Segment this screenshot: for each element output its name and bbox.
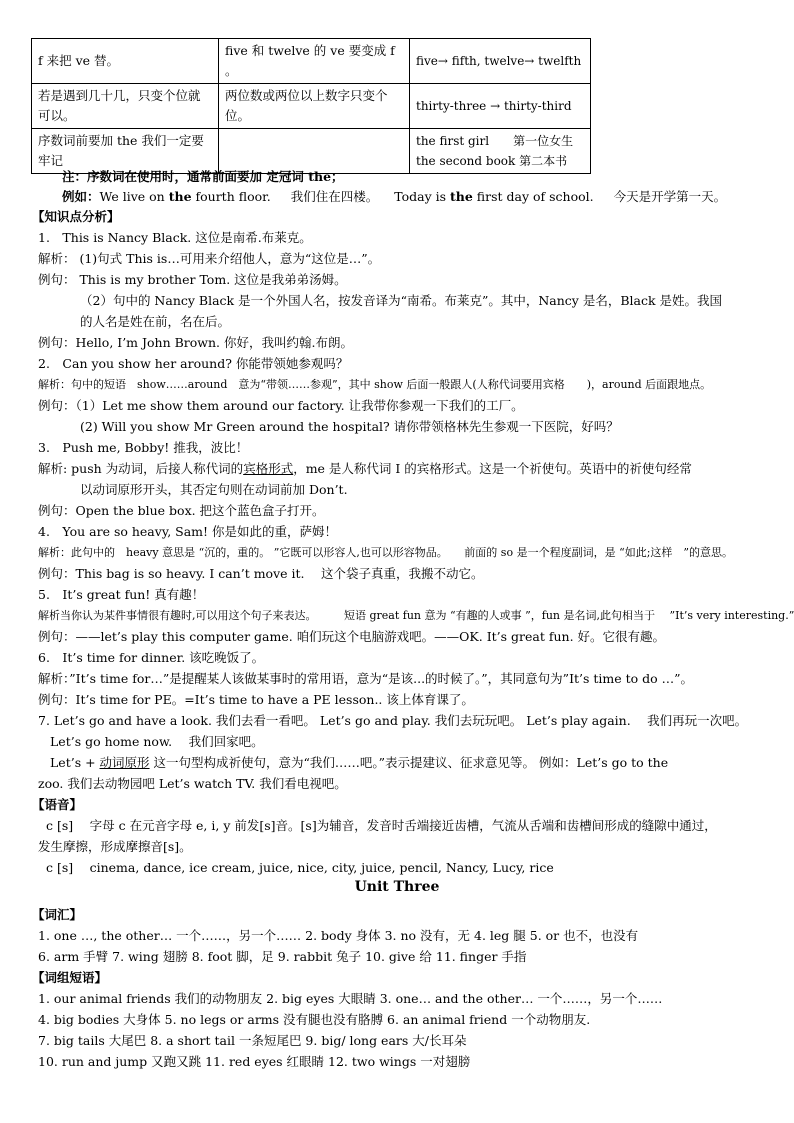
text-line: 解析： (1)句式 This is…可用来介绍他人，意为“这位是…”。 [38,251,381,266]
text-line: c [s] 字母 c 在元音字母 e, i, y 前发[s]音。[s]为辅音，发音时舌端接近齿槽，气流从舌端和齿槽间形成的缝隙中通过， [46,818,717,833]
text-line: 4. big bodies 大身体 5. no legs or arms 没有腿也没有胳膊 6. an animal friend 一个动物朋友. [38,1012,591,1027]
text-line: 4. You are so heavy, Sam! 你是如此的重，萨姆！ [38,524,338,539]
text-line: 2. Can you show her around? 你能带领她参观吗？ [38,356,349,371]
text-line: 例句：Open the blue box. 把这个蓝色盒子打开。 [38,503,325,518]
section-heading-vocab: 【词汇】 [32,907,83,922]
section-heading-phrases: 【词组短语】 [32,970,108,985]
text-line: 10. run and jump 又跑又跳 11. red eyes 红眼睛 12. two wings 一对翅膀 [38,1054,471,1069]
table-cell [219,129,410,174]
text-line: 解析：”It’s time for…”是提醒某人该做某事时的常用语，意为“是该...的时候了。”，其同意句为”It’s time to do …”。 [38,671,694,686]
text-line: 解析：此句中的 heavy 意思是 “沉的，重的。 ”它既可以形容人,也可以形容物品。 前面的 so 是一个程度副词，是 “如此;这样 ”的意思。 [38,546,734,559]
text-line: 1. This is Nancy Black. 这位是南希.布莱克。 [38,230,312,245]
text-line: 3. Push me, Bobby! 推我，波比！ [38,440,249,455]
text-line: 6. arm 手臂 7. wing 翅膀 8. foot 脚，足 9. rabbit 兔子 10. give 给 11. finger 手指 [38,949,527,964]
text-line: 例句：（1）Let me show them around our factory. 让我带你参观一下我们的工厂。 [38,398,524,413]
table-cell-multiline: the first girl 第一位女生 the second book 第二本书 [410,129,591,174]
text-line: 的人名是姓在前，名在后。 [80,314,231,329]
table-row [32,84,591,129]
text-line: 1. one …, the other… 一个……，另一个…… 2. body 身体 3. no 没有，无 4. leg 腿 5. or 也不，也没有 [38,928,639,943]
text-line: 例句：——let’s play this computer game. 咱们玩这个电脑游戏吧。——OK. It’s great fun. 好。它很有趣。 [38,629,666,644]
text-line: 1. our animal friends 我们的动物朋友 2. big eyes 大眼睛 3. one… and the other… 一个……，另一个…… [38,991,663,1006]
text-line: 解析：句中的短语 show……around 意为“带领……参观”，其中 show 后面一般跟人(人称代词要用宾格 )，around 后面跟地点。 [38,378,712,391]
text-line: 例句：Hello, I’m John Brown. 你好，我叫约翰.布朗。 [38,335,353,350]
table-cell: 若是遇到几十几，只变个位就可以。 [32,84,219,129]
text-line: 7. big tails 大尾巴 8. a short tail 一条短尾巴 9. big/ long ears 大/长耳朵 [38,1033,467,1048]
table-cell: five→ fifth, twelve→ twelfth [410,39,591,84]
text-line: 5. It’s great fun! 真有趣！ [38,587,205,602]
table-row [32,39,591,84]
text-line: 例句：It’s time for PE。=It’s time to have a PE lesson.. 该上体育课了。 [38,692,474,707]
unit-title: Unit Three [354,879,440,895]
table-cell: 两位数或两位以上数字只变个位。 [219,84,410,129]
text-line: (2) Will you show Mr Green around the hospital? 请你带领格林先生参观一下医院，好吗？ [80,419,619,434]
text-line: c [s] cinema, dance, ice cream, juice, nice, city, juice, pencil, Nancy, Lucy, rice [46,860,554,875]
text-line: 例句： This is my brother Tom. 这位是我弟弟汤姆。 [38,272,347,287]
text-line: 例句：This bag is so heavy. I can’t move it. 这个袋子真重，我搬不动它。 [38,566,484,581]
text-line: 发生摩擦，形成摩擦音[s]。 [38,839,192,854]
text-line: zoo. 我们去动物园吧 Let’s watch TV. 我们看电视吧。 [38,776,347,791]
table-row [32,129,591,174]
note-examples: 例如：We live on the fourth floor. 我们住在四楼。 Today is the first day of school. 今天是开学第一天。 [62,189,727,204]
table-cell: 序数词前要加 the 我们一定要牢记 [32,129,219,174]
table-cell: f 来把 ve 替。 [32,39,219,84]
text-line: 6. It’s time for dinner. 该吃晚饭了。 [38,650,265,665]
table-cell: thirty-three → thirty-third [410,84,591,129]
table-cell: five 和 twelve 的 ve 要变成 f 。 [219,39,410,84]
text-line: 以动词原形开头，其否定句则在动词前加 Don’t. [80,482,348,497]
section-heading-analysis: 【知识点分析】 [32,209,120,224]
note-line: 注：序数词在使用时，通常前面要加 定冠词 the； [62,169,344,184]
text-line: 7. Let’s go and have a look. 我们去看一看吧。 Let’s go and play. 我们去玩玩吧。 Let’s play again. 我们再玩一次吧。 [38,713,748,728]
text-line: （2）句中的 Nancy Black 是一个外国人名，按发音译为“南希。布莱克”。其中，Nancy 是名，Black 是姓。我国 [80,293,723,308]
example-label: 例如： [62,189,100,204]
text-line: 解析当你认为某件事情很有趣时,可以用这个句子来表达。 短语 great fun 意为 “有趣的人或事 ”，fun 是名词,此句相当于 ”It’s very interesting.” [38,609,794,622]
text-line: Let’s go home now. 我们回家吧。 [50,734,264,749]
text-line: 解析: push 为动词，后接人称代词的宾格形式，me 是人称代词 I 的宾格形式。这是一个祈使句。英语中的祈使句经常 [38,461,692,476]
text-line: Let’s + 动词原形 这一句型构成祈使句，意为“我们……吧。”表示提建议、征求意见等。 例如：Let’s go to the [50,755,669,770]
ordinal-rules-table [31,38,591,174]
section-heading-phonetics: 【语音】 [32,797,83,812]
